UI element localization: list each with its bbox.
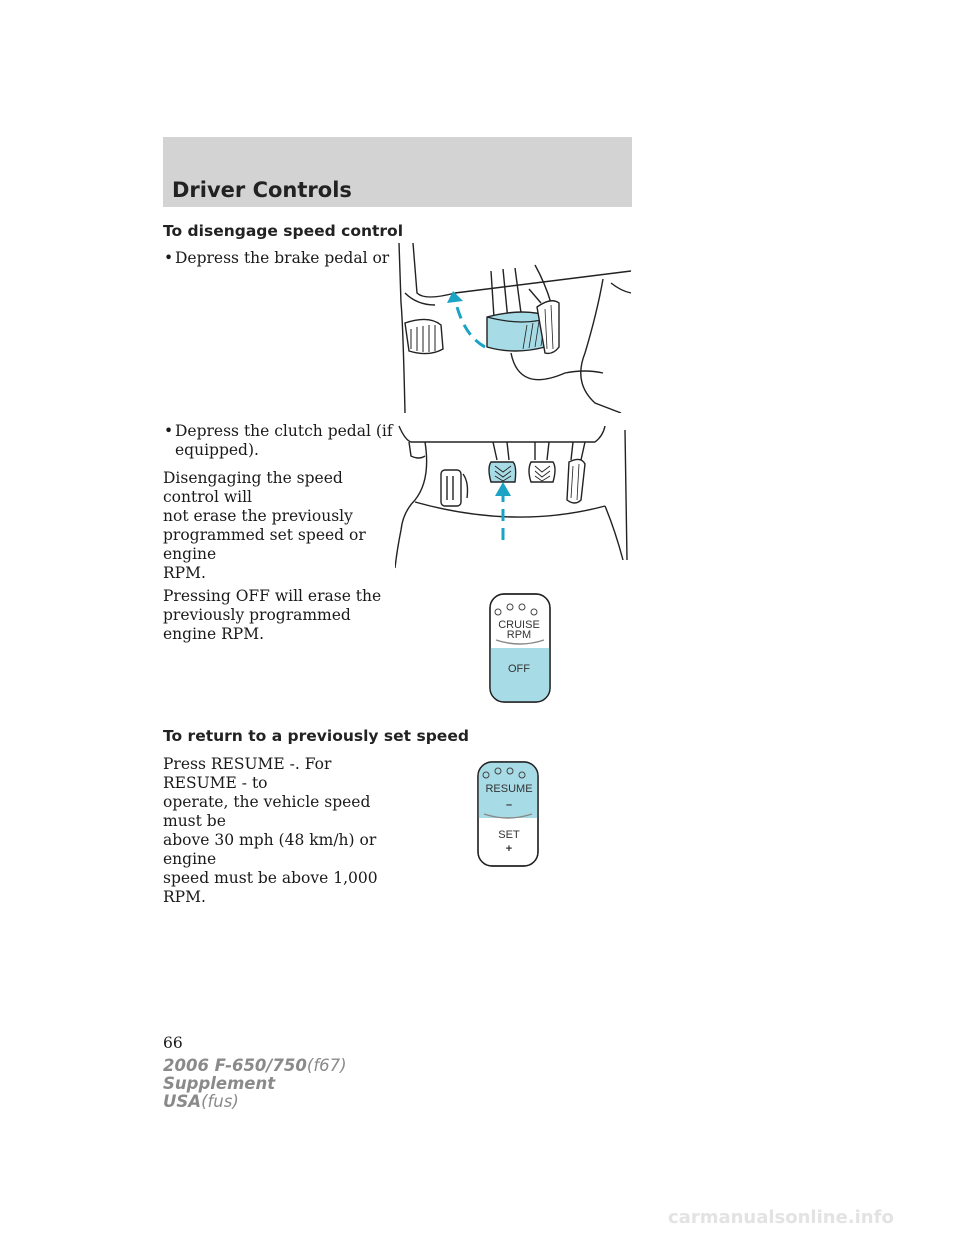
note-line: programmed set speed or engine (163, 526, 366, 563)
off-label: OFF (508, 663, 530, 675)
resume-heading: To return to a previously set speed (163, 727, 469, 745)
disengage-heading: To disengage speed control (163, 222, 404, 240)
bullet-dot: • (164, 249, 174, 267)
note-line: RPM. (163, 564, 206, 582)
arrow-up-icon (455, 299, 485, 347)
bullet-text-line: equipped). (175, 441, 259, 459)
resume-line: operate, the vehicle speed must be (163, 793, 371, 830)
resume-line: Press RESUME -. For RESUME - to (163, 755, 332, 792)
watermark: carmanualsonline.info (668, 1207, 894, 1228)
section-title: Driver Controls (172, 178, 352, 202)
clutch-pedal-illustration (395, 420, 635, 570)
note-line: Pressing OFF will erase the (163, 587, 382, 605)
bullet-text (175, 422, 395, 460)
cruise-off-switch (488, 592, 552, 704)
rpm-label: RPM (506, 629, 532, 641)
footer-market-code: (fus) (201, 1092, 239, 1111)
off-highlight (490, 648, 550, 704)
resume-line: above 30 mph (48 km/h) or engine (163, 831, 377, 868)
footer (163, 1057, 347, 1111)
footer-doc-type: Supplement (163, 1074, 276, 1093)
bullet-dot: • (164, 422, 174, 440)
plus-sign: + (505, 843, 513, 855)
footer-model: 2006 F-650/750 (163, 1056, 307, 1075)
resume-line: speed must be above 1,000 RPM. (163, 869, 378, 906)
resume-label: RESUME (485, 783, 533, 795)
note-line: previously programmed engine RPM. (163, 606, 351, 643)
cruise-label: CRUISE (498, 619, 540, 631)
off-note (163, 587, 393, 644)
minus-sign: – (505, 799, 513, 811)
footer-market: USA (163, 1092, 202, 1111)
bullet-text-line: Depress the clutch pedal (if (175, 422, 393, 440)
resume-text (163, 755, 403, 907)
set-label: SET (498, 829, 520, 841)
brake-pedal-illustration (395, 243, 635, 413)
note-line: not erase the previously (163, 507, 353, 525)
disengage-note (163, 469, 393, 583)
bullet-text: Depress the brake pedal or (175, 249, 390, 267)
note-line: Disengaging the speed control will (163, 469, 343, 506)
footer-model-code: (f67) (306, 1056, 347, 1075)
resume-set-switch (476, 760, 540, 868)
page-number: 66 (163, 1034, 183, 1052)
